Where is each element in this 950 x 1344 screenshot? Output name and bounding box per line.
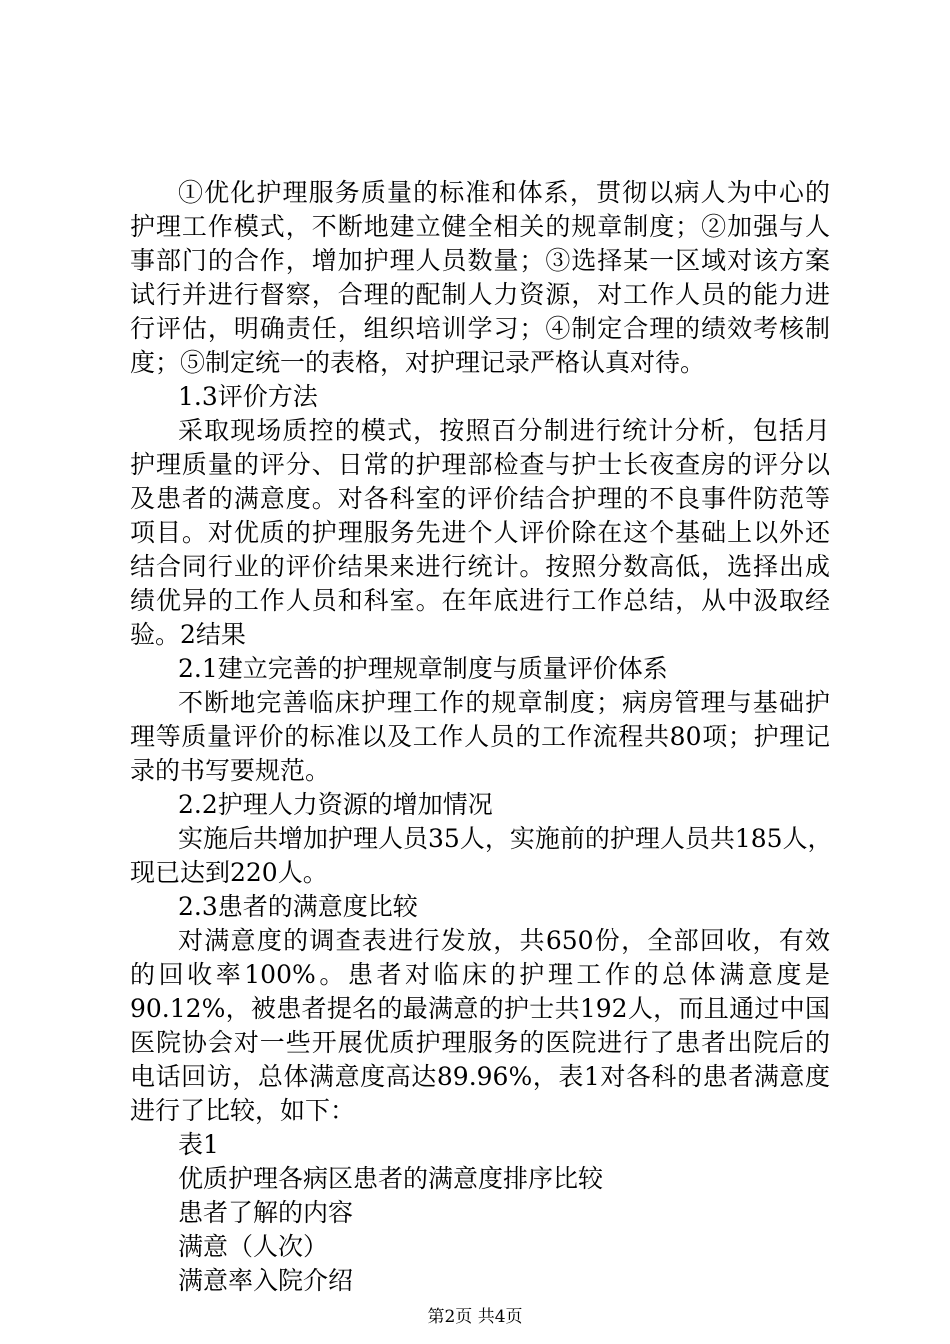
page-footer: 第2页 共4页 bbox=[427, 1307, 523, 1327]
paragraph-line: 的回收率100%。患者对临床的护理工作的总体满意度是 bbox=[130, 960, 830, 989]
paragraph-line: 现已达到220人。 bbox=[130, 858, 328, 887]
paragraph-line: 护理质量的评分、日常的护理部检查与护士长夜查房的评分以 bbox=[130, 450, 830, 479]
paragraph-line: 试行并进行督察，合理的配制人力资源，对工作人员的能力进 bbox=[130, 280, 830, 309]
paragraph-line: 绩优异的工作人员和科室。在年底进行工作总结，从中汲取经 bbox=[130, 586, 830, 615]
paragraph-line: 不断地完善临床护理工作的规章制度；病房管理与基础护 bbox=[178, 688, 830, 717]
paragraph-line: 结合同行业的评价结果来进行统计。按照分数高低，选择出成 bbox=[130, 552, 830, 581]
table-cell: 满意率入院介绍 bbox=[178, 1266, 354, 1295]
paragraph-line: 护理工作模式，不断地建立健全相关的规章制度；②加强与人 bbox=[130, 212, 830, 241]
paragraph-line: 采取现场质控的模式，按照百分制进行统计分析，包括月 bbox=[178, 416, 830, 445]
paragraph-line: 实施后共增加护理人员35人，实施前的护理人员共185人， bbox=[178, 824, 833, 853]
paragraph-line: 验。2结果 bbox=[130, 620, 246, 649]
paragraph-line: 医院协会对一些开展优质护理服务的医院进行了患者出院后的 bbox=[130, 1028, 830, 1057]
paragraph-line: 度；⑤制定统一的表格，对护理记录严格认真对待。 bbox=[130, 348, 706, 377]
paragraph-line: 行评估，明确责任，组织培训学习；④制定合理的绩效考核制 bbox=[130, 314, 830, 343]
table-title: 优质护理各病区患者的满意度排序比较 bbox=[178, 1164, 604, 1193]
table-cell: 满意（人次） bbox=[178, 1232, 329, 1261]
paragraph-line: 及患者的满意度。对各科室的评价结合护理的不良事件防范等 bbox=[130, 484, 830, 513]
section-heading: 2.1建立完善的护理规章制度与质量评价体系 bbox=[178, 654, 668, 683]
paragraph-line: 录的书写要规范。 bbox=[130, 756, 331, 785]
paragraph-line: 电话回访，总体满意度高达89.96%，表1对各科的患者满意度 bbox=[130, 1062, 830, 1091]
table-cell: 患者了解的内容 bbox=[178, 1198, 354, 1227]
section-heading: 1.3评价方法 bbox=[178, 382, 318, 411]
paragraph-line: 进行了比较，如下： bbox=[130, 1096, 356, 1125]
section-heading: 2.2护理人力资源的增加情况 bbox=[178, 790, 493, 819]
paragraph-line: 对满意度的调查表进行发放，共650份，全部回收，有效 bbox=[178, 926, 830, 955]
table-label: 表1 bbox=[178, 1130, 219, 1159]
paragraph-line: ①优化护理服务质量的标准和体系，贯彻以病人为中心的 bbox=[178, 178, 830, 207]
paragraph-line: 理等质量评价的标准以及工作人员的工作流程共80项；护理记 bbox=[130, 722, 830, 751]
paragraph-line: 项目。对优质的护理服务先进个人评价除在这个基础上以外还 bbox=[130, 518, 830, 547]
paragraph-line: 90.12%，被患者提名的最满意的护士共192人，而且通过中国 bbox=[130, 994, 830, 1023]
paragraph-line: 事部门的合作，增加护理人员数量；③选择某一区域对该方案 bbox=[130, 246, 830, 275]
section-heading: 2.3患者的满意度比较 bbox=[178, 892, 418, 921]
